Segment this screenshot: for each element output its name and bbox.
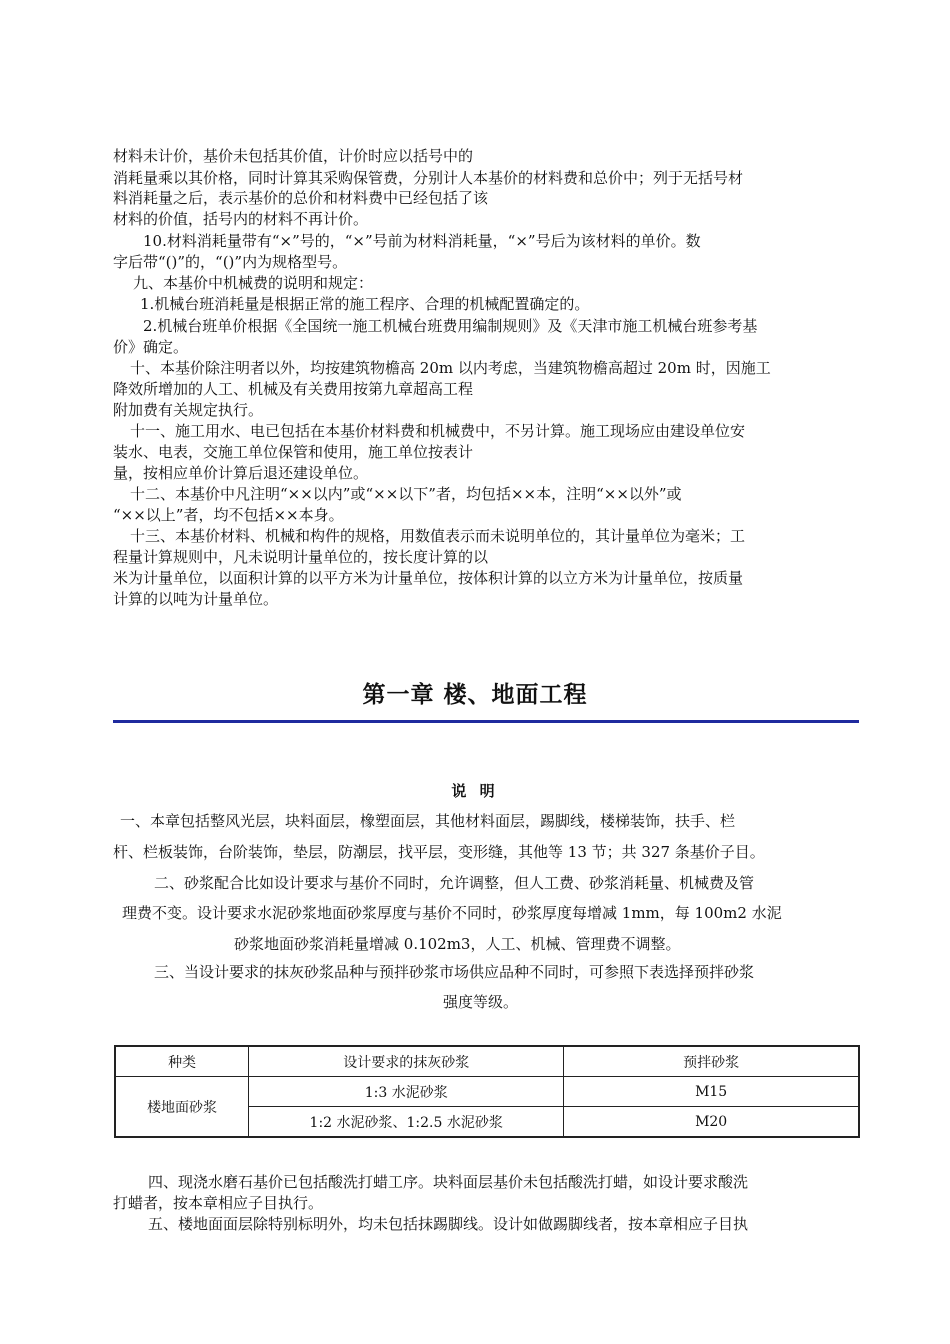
text-line: 五、楼地面面层除特别标明外，均未包括抹踢脚线。设计如做踢脚线者，按本章相应子目执: [148, 1215, 749, 1233]
table-category-cell: 楼地面砂浆: [115, 1077, 249, 1138]
text-line: 2.机械台班单价根据《全国统一施工机械台班费用编制规则》及《天津市施工机械台班参考基: [143, 317, 758, 335]
text-line: 附加费有关规定执行。: [113, 401, 264, 419]
text-line: 三、当设计要求的抹灰砂浆品种与预拌砂浆市场供应品种不同时，可参照下表选择预拌砂浆: [154, 963, 755, 981]
text-line: 强度等级。: [443, 993, 519, 1011]
text-line: 价》确定。: [113, 338, 189, 356]
table-row: [115, 1077, 859, 1107]
text-line: 降效所增加的人工、机械及有关费用按第九章超高工程: [113, 380, 474, 398]
text-line: 十、本基价除注明者以外，均按建筑物檐高 20m 以内考虑，当建筑物檐高超过 20m 时，因施工: [130, 359, 771, 377]
text-line: 理费不变。设计要求水泥砂浆地面砂浆厚度与基价不同时，砂浆厚度每增减 1mm，每 100m2 水泥: [122, 904, 782, 922]
text-line: 十二、本基价中凡注明“××以内”或“××以下”者，均包括××本，注明“××以外”或: [130, 485, 682, 503]
table-header-cell: 设计要求的抹灰砂浆: [249, 1046, 564, 1077]
text-line: 量，按相应单价计算后退还建设单位。: [113, 464, 369, 482]
text-line: 十三、本基价材料、机械和构件的规格，用数值表示而未说明单位的，其计量单位为毫米；工: [130, 527, 746, 545]
text-line: 字后带“()”的，“()”内为规格型号。: [113, 253, 348, 271]
text-line: 二、砂浆配合比如设计要求与基价不同时，允许调整，但人工费、砂浆消耗量、机械费及管: [154, 874, 755, 892]
mortar-grade-table: [114, 1045, 860, 1138]
text-line: 米为计量单位，以面积计算的以平方米为计量单位，按体积计算的以立方米为计量单位，按质量: [113, 569, 744, 587]
text-line: 计算的以吨为计量单位。: [113, 590, 279, 608]
table-header-cell: 预拌砂浆: [564, 1046, 859, 1077]
text-line: 四、现浇水磨石基价已包括酸洗打蜡工序。块料面层基价未包括酸洗打蜡，如设计要求酸洗: [148, 1173, 749, 1191]
chapter-title: 第一章 楼、地面工程: [362, 682, 588, 708]
text-line: “××以上”者，均不包括××本身。: [113, 506, 344, 524]
text-line: 一、本章包括整风光层，块料面层，橡塑面层，其他材料面层，踢脚线，楼梯装饰，扶手、栏: [120, 812, 736, 830]
title-underline: [113, 720, 859, 723]
text-line: 杆、栏板装饰，台阶装饰，垫层，防潮层，找平层，变形缝，其他等 13 节；共 327 条基价子目。: [113, 843, 765, 861]
table-cell: 1:3 水泥砂浆: [249, 1077, 564, 1107]
section-subtitle: 说 明: [451, 782, 499, 800]
table-header-cell: 种类: [115, 1046, 249, 1077]
table-cell: 1:2 水泥砂浆、1:2.5 水泥砂浆: [249, 1107, 564, 1138]
text-line: 材料未计价，基价未包括其价值，计价时应以括号中的: [113, 147, 474, 165]
text-line: 装水、电表，交施工单位保管和使用，施工单位按表计: [113, 443, 474, 461]
text-line: 10.材料消耗量带有“×”号的，“×”号前为材料消耗量，“×”号后为该材料的单价。数: [143, 232, 701, 250]
text-line: 砂浆地面砂浆消耗量增减 0.102m3，人工、机械、管理费不调整。: [234, 935, 681, 953]
text-line: 程量计算规则中，凡未说明计量单位的，按长度计算的以: [113, 548, 489, 566]
table-header-row: [115, 1046, 859, 1077]
table-cell: M15: [564, 1077, 859, 1107]
text-line: 消耗量乘以其价格，同时计算其采购保管费，分别计人本基价的材料费和总价中；列于无括号材: [113, 169, 744, 187]
text-line: 料消耗量之后，表示基价的总价和材料费中已经包括了该: [113, 189, 489, 207]
table-cell: M20: [564, 1107, 859, 1138]
text-line: 十一、施工用水、电已包括在本基价材料费和机械费中，不另计算。施工现场应由建设单位安: [130, 422, 746, 440]
text-line: 打蜡者，按本章相应子目执行。: [113, 1194, 324, 1212]
text-line: 九、本基价中机械费的说明和规定：: [133, 274, 374, 292]
text-line: 材料的价值，括号内的材料不再计价。: [113, 210, 369, 228]
text-line: 1.机械台班消耗量是根据正常的施工程序、合理的机械配置确定的。: [140, 295, 590, 313]
